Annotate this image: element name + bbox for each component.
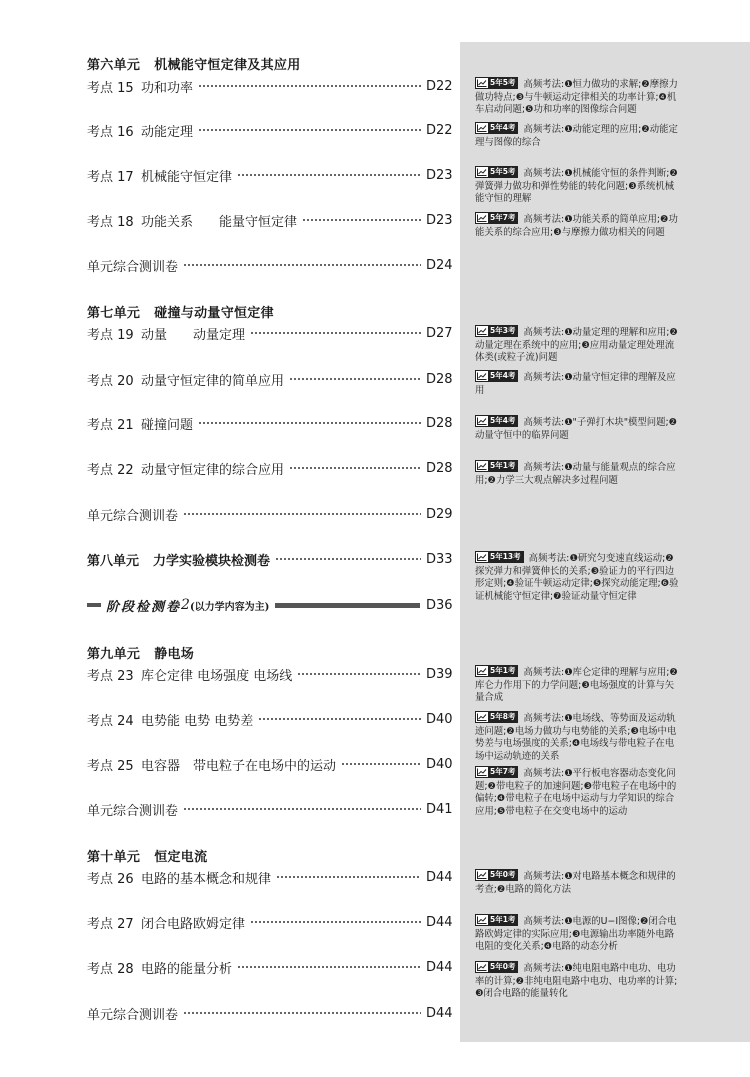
page-number: D29 [426, 506, 453, 522]
topic-title: 电路的基本概念和规律 [141, 871, 272, 887]
topic-title: 闭合电路欧姆定律 [141, 916, 246, 932]
trend-chart-icon [476, 371, 488, 381]
dot-leader [289, 378, 421, 380]
dot-leader [183, 264, 421, 266]
topic-number: 考点 22 [87, 462, 134, 478]
note-text: ❶电场线、等势面及运动轨迹问题;❷电场力做功与电势能的关系;❸电场中电势差与电场强度的关系;❹电场线与带电粒子在电场中运动轨迹的关系 [475, 713, 677, 762]
toc-entry[interactable] [87, 166, 452, 184]
exam-frequency-note [475, 212, 681, 239]
topic-title: 动量 动量定理 [141, 327, 246, 343]
exam-frequency-note [475, 122, 681, 149]
quiz-title: 单元综合测训卷 [87, 508, 179, 524]
exam-frequency-note [475, 370, 681, 397]
unit-title: 机械能守恒定律及其应用 [154, 58, 301, 73]
note-lead: 高频考法: [523, 372, 565, 383]
page-number: D27 [426, 325, 453, 341]
topic-title: 动能定理 [141, 124, 194, 140]
dot-leader [341, 763, 421, 765]
note-lead: 高频考法: [523, 79, 565, 90]
unit-title: 恒定电流 [154, 850, 208, 865]
dot-leader [297, 673, 421, 675]
quiz-title: 单元综合测训卷 [87, 259, 179, 275]
topic-title: 功能关系 能量守恒定律 [141, 214, 298, 230]
exam-frequency-note [475, 460, 681, 487]
page-number: D36 [426, 597, 453, 613]
unit-title: 静电场 [154, 647, 195, 662]
note-text: ❶对电路基本概念和规律的考查;❷电路的简化方法 [475, 871, 676, 895]
note-text: ❶动量与能量观点的综合应用;❷力学三大观点解决多过程问题 [475, 462, 676, 486]
topic-number: 考点 25 [87, 758, 134, 774]
unit-label: 第九单元 [87, 647, 141, 662]
toc-entry[interactable] [87, 459, 452, 477]
frequency-badge: 5年1考 [475, 914, 518, 926]
exam-frequency-note [475, 961, 681, 1001]
page-number: D40 [426, 711, 453, 727]
topic-number: 考点 27 [87, 916, 134, 932]
note-text: ❶平行板电容器动态变化问题;❷带电粒子的加速问题;❸带电粒子在电场中的偏转;❹带电粒子在电场中运动与力学知识的综合应用;❺带电粒子在交变电场中的运动 [475, 768, 677, 817]
frequency-badge: 5年3考 [475, 325, 518, 337]
trend-chart-icon [476, 767, 488, 777]
frequency-badge: 5年1考 [475, 665, 518, 677]
trend-chart-icon [476, 416, 488, 426]
toc-entry[interactable] [87, 755, 452, 773]
note-lead: 高频考法: [523, 327, 565, 338]
note-text: ❶动量定理的理解和应用;❷动量定理在系统中的应用;❸应用动量定理处理流体类(或粒子流)问题 [475, 327, 678, 364]
stage-test-number: 2 [181, 597, 190, 613]
topic-number: 考点 28 [87, 961, 134, 977]
exam-frequency-note [475, 766, 681, 818]
frequency-badge: 5年7考 [475, 766, 518, 778]
trend-chart-icon [476, 123, 488, 133]
exam-frequency-note [475, 914, 681, 954]
note-lead: 高频考法: [523, 713, 565, 724]
note-lead: 高频考法: [523, 124, 565, 135]
exam-frequency-note [475, 77, 681, 117]
note-lead: 高频考法: [528, 553, 570, 564]
exam-frequency-note [475, 869, 681, 896]
toc-entry[interactable] [87, 414, 452, 432]
trend-chart-icon [476, 962, 488, 972]
toc-entry-unit-quiz[interactable] [87, 800, 452, 818]
toc-entry[interactable] [87, 665, 452, 683]
unit-label: 第八单元 [87, 553, 140, 569]
topic-number: 考点 23 [87, 668, 134, 684]
trend-chart-icon [476, 461, 488, 471]
topic-title: 库仑定律 电场强度 电场线 [141, 668, 293, 684]
frequency-badge: 5年7考 [475, 212, 518, 224]
topic-number: 考点 24 [87, 713, 134, 729]
dot-leader [250, 332, 421, 334]
toc-entry[interactable] [87, 958, 452, 976]
dot-leader [289, 467, 421, 469]
unit-label: 第十单元 [87, 850, 141, 865]
page-number: D28 [426, 460, 453, 476]
frequency-badge: 5年8考 [475, 711, 518, 723]
decor-bar [87, 603, 101, 607]
topic-title: 机械能守恒定律 [141, 169, 233, 185]
dot-leader [237, 966, 421, 968]
note-lead: 高频考法: [523, 417, 565, 428]
unit-heading [87, 846, 207, 865]
toc-entry-unit-quiz[interactable] [87, 505, 452, 523]
page-number: D41 [426, 801, 453, 817]
exam-frequency-note [475, 551, 681, 603]
dot-leader [183, 513, 421, 515]
trend-chart-icon [476, 78, 488, 88]
toc-entry[interactable] [87, 211, 452, 229]
note-lead: 高频考法: [523, 871, 565, 882]
frequency-badge: 5年13考 [475, 551, 524, 563]
page-number: D22 [426, 78, 453, 94]
exam-frequency-note [475, 665, 681, 705]
trend-chart-icon [476, 167, 488, 177]
frequency-badge: 5年4考 [475, 122, 518, 134]
topic-title: 功和功率 [141, 80, 194, 96]
toc-entry[interactable] [87, 913, 452, 931]
page-number: D44 [426, 1005, 453, 1021]
topic-title: 动量守恒定律的简单应用 [141, 373, 285, 389]
note-lead: 高频考法: [523, 168, 565, 179]
frequency-badge: 5年0考 [475, 961, 518, 973]
trend-chart-icon [476, 870, 488, 880]
exam-frequency-note [475, 325, 681, 365]
note-lead: 高频考法: [523, 768, 565, 779]
topic-number: 考点 17 [87, 169, 134, 185]
quiz-title: 单元综合测训卷 [87, 1007, 179, 1023]
note-lead: 高频考法: [523, 462, 565, 473]
unit-label: 第六单元 [87, 58, 141, 73]
stage-test-title: 阶段检测卷 [106, 599, 182, 615]
topic-title: 电路的能量分析 [141, 961, 233, 977]
exam-frequency-note [475, 415, 681, 442]
note-lead: 高频考法: [523, 963, 565, 974]
trend-chart-icon [476, 213, 488, 223]
toc-entry[interactable] [87, 868, 452, 886]
page-number: D23 [426, 167, 453, 183]
topic-number: 考点 15 [87, 80, 134, 96]
note-text: ❶纯电阻电路中电功、电功率的计算;❷非纯电阻电路中电功、电功率的计算;❸闭合电路的能量转化 [475, 963, 678, 1000]
note-text: ❶恒力做功的求解;❷摩擦力做功特点;❸与牛顿运动定律相关的功率计算;❹机车启动问题;❺功和功率的图像综合问题 [475, 79, 678, 116]
topic-title: 电势能 电势 电势差 [141, 713, 254, 729]
unit-title: 碰撞与动量守恒定律 [154, 306, 274, 321]
toc-entry[interactable] [87, 370, 452, 388]
unit-label: 第七单元 [87, 306, 141, 321]
note-lead: 高频考法: [523, 667, 565, 678]
page-number: D44 [426, 914, 453, 930]
topic-number: 考点 18 [87, 214, 134, 230]
unit-heading [87, 643, 194, 662]
toc-entry-unit-quiz[interactable] [87, 1004, 452, 1022]
page-number: D39 [426, 666, 453, 682]
dot-leader [183, 1012, 421, 1014]
frequency-badge: 5年5考 [475, 77, 518, 89]
topic-number: 考点 26 [87, 871, 134, 887]
note-text: ❶动能定理的应用;❷动能定理与图像的综合 [475, 124, 678, 148]
topic-number: 考点 19 [87, 327, 134, 343]
dot-leader [183, 808, 421, 810]
page-number: D44 [426, 959, 453, 975]
page-number: D33 [426, 551, 453, 567]
unit-heading [87, 54, 301, 73]
exam-frequency-note [475, 711, 681, 763]
toc-entry-unit-8[interactable] [87, 550, 452, 568]
topic-title: 动量守恒定律的综合应用 [141, 462, 285, 478]
toc-entry-unit-quiz[interactable] [87, 256, 452, 274]
unit-title: 力学实验模块检测卷 [153, 553, 271, 569]
page-number: D28 [426, 371, 453, 387]
toc-entry[interactable] [87, 710, 452, 728]
page-number: D24 [426, 257, 453, 273]
trend-chart-icon [476, 915, 488, 925]
quiz-title: 单元综合测训卷 [87, 803, 179, 819]
toc-entry[interactable] [87, 77, 452, 95]
topic-number: 考点 16 [87, 124, 134, 140]
toc-entry[interactable] [87, 324, 452, 342]
toc-entry[interactable] [87, 121, 452, 139]
dot-leader [302, 219, 421, 221]
exam-frequency-note [475, 166, 681, 206]
note-text: ❶库仑定律的理解与应用;❷库仑力作用下的力学问题;❸电场强度的计算与矢量合成 [475, 667, 678, 704]
toc-entry-stage-test[interactable] [87, 596, 452, 614]
dot-leader [258, 718, 421, 720]
note-text: ❶动量守恒定律的理解及应用 [475, 372, 676, 396]
topic-number: 考点 20 [87, 373, 134, 389]
note-text: ❶"子弹打木块"模型问题;❷动量守恒中的临界问题 [475, 417, 678, 441]
note-text: ❶功能关系的简单应用;❷功能关系的综合应用;❸与摩擦力做功相关的问题 [475, 214, 678, 238]
page-number: D23 [426, 212, 453, 228]
note-lead: 高频考法: [523, 214, 565, 225]
topic-number: 考点 21 [87, 417, 134, 433]
note-text: ❶研究匀变速直线运动;❷探究弹力和弹簧伸长的关系;❸验证力的平行四边形定则;❹验证牛顿运动定律;❺探究动能定理;❻验证机械能守恒定律;❼验证动量守恒定律 [475, 553, 679, 602]
trend-chart-icon [476, 712, 488, 722]
dot-leader [237, 174, 421, 176]
dot-leader [250, 921, 421, 923]
frequency-badge: 5年4考 [475, 370, 518, 382]
dot-leader [276, 876, 421, 878]
page-number: D28 [426, 415, 453, 431]
note-text: ❶电源的U−I图像;❷闭合电路欧姆定律的实际应用;❸电源输出功率随外电路电阻的变化关系;❹电路的动态分析 [475, 916, 677, 953]
trend-chart-icon [476, 666, 488, 676]
dot-leader [275, 558, 421, 560]
frequency-badge: 5年4考 [475, 415, 518, 427]
decor-bar [275, 603, 420, 608]
frequency-badge: 5年0考 [475, 869, 518, 881]
trend-chart-icon [476, 552, 488, 562]
dot-leader [198, 422, 421, 424]
frequency-badge: 5年1考 [475, 460, 518, 472]
dot-leader [198, 85, 421, 87]
stage-test-note: (以力学内容为主) [189, 601, 270, 613]
trend-chart-icon [476, 326, 488, 336]
page-number: D22 [426, 122, 453, 138]
frequency-badge: 5年5考 [475, 166, 518, 178]
note-lead: 高频考法: [523, 916, 565, 927]
dot-leader [198, 129, 421, 131]
topic-title: 电容器 带电粒子在电场中的运动 [141, 758, 337, 774]
note-text: ❶机械能守恒的条件判断;❷弹簧弹力做功和弹性势能的转化问题;❸系统机械能守恒的理解 [475, 168, 678, 205]
topic-title: 碰撞问题 [141, 417, 194, 433]
page-number: D44 [426, 869, 453, 885]
page-number: D40 [426, 756, 453, 772]
unit-heading [87, 302, 274, 321]
